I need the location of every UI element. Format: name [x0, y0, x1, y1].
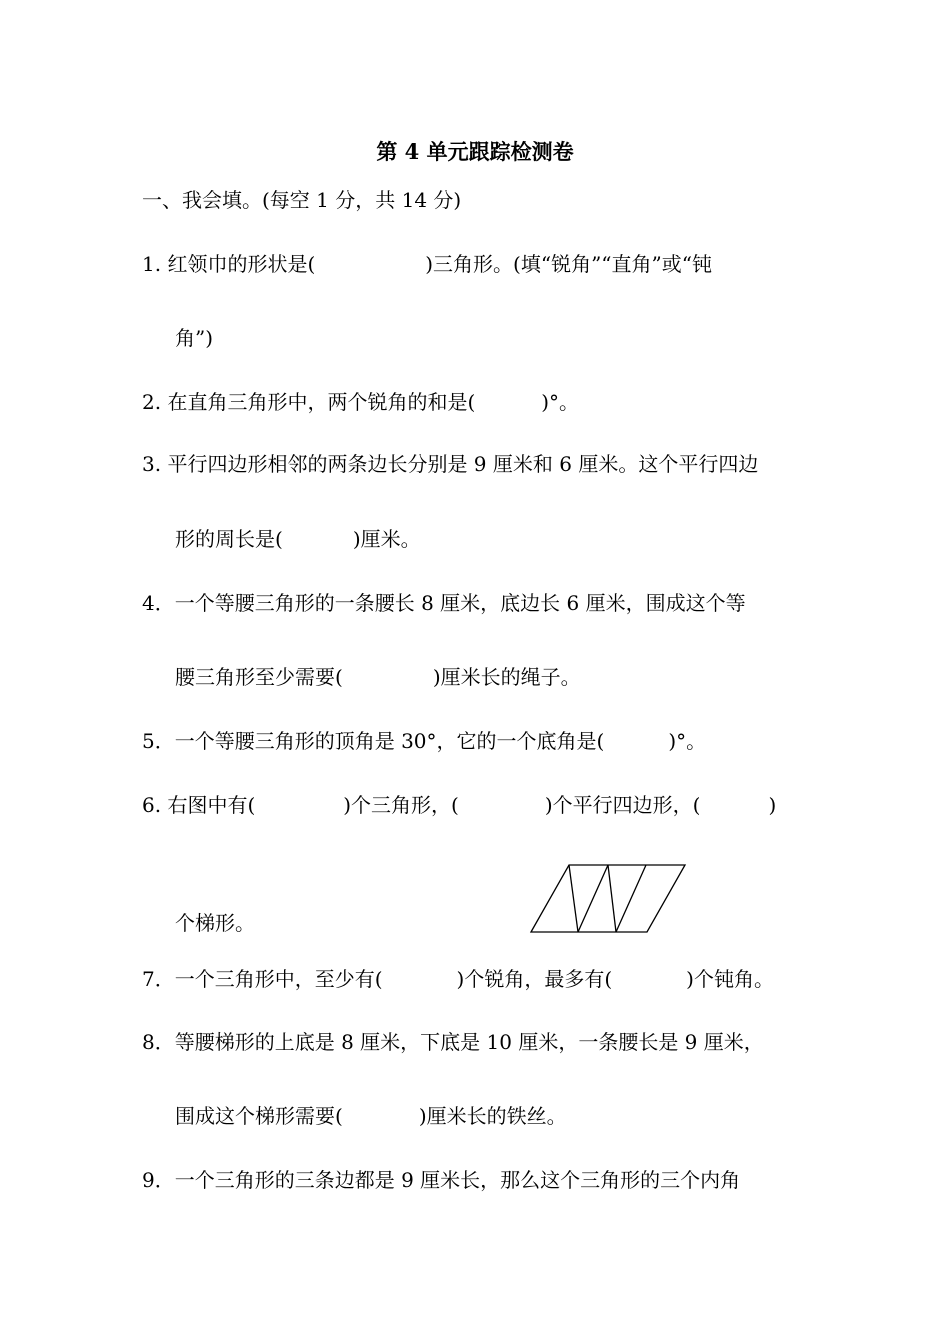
question-6-line-1	[142, 791, 776, 819]
question-4-line-2	[175, 663, 581, 691]
question-7-text-b: )个锐角，最多有(	[456, 967, 613, 991]
question-5-text-b: )°。	[668, 729, 707, 753]
question-7-text-a: 7．一个三角形中，至少有(	[142, 967, 383, 991]
question-8-line-2	[175, 1102, 567, 1130]
question-8-text-c: )厘米长的铁丝。	[418, 1104, 567, 1128]
figure-segment-4	[616, 865, 646, 932]
figure-segment-3	[608, 865, 616, 932]
question-1-text-a: 1. 红领巾的形状是(	[142, 252, 316, 276]
question-2-text-b: )°。	[541, 390, 580, 414]
question-6-text-b: )个三角形，(	[343, 793, 459, 817]
question-6-text-c: )个平行四边形，(	[544, 793, 701, 817]
question-8-text-b: 围成这个梯形需要(	[175, 1104, 343, 1128]
question-6-line-2: 个梯形。	[175, 911, 255, 935]
parallelogram-figure	[528, 862, 690, 936]
question-3-line-1: 3. 平行四边形相邻的两条边长分别是 9 厘米和 6 厘米。这个平行四边	[142, 452, 759, 476]
question-2	[142, 388, 579, 416]
question-9-line-1: 9．一个三角形的三条边都是 9 厘米长，那么这个三角形的三个内角	[142, 1168, 741, 1192]
question-1-text-b: )三角形。(填“锐角”“直角”或“钝	[425, 252, 712, 276]
figure-segment-2	[578, 865, 608, 932]
question-6-text-a: 6. 右图中有(	[142, 793, 256, 817]
question-3-line-2	[175, 525, 421, 553]
section-heading: 一、我会填。(每空 1 分，共 14 分)	[142, 188, 462, 212]
question-2-text-a: 2. 在直角三角形中，两个锐角的和是(	[142, 390, 476, 414]
figure-segment-1	[569, 865, 578, 932]
question-8-line-1: 8．等腰梯形的上底是 8 厘米，下底是 10 厘米，一条腰长是 9 厘米，	[142, 1030, 764, 1054]
question-4-line-1: 4．一个等腰三角形的一条腰长 8 厘米，底边长 6 厘米，围成这个等	[142, 591, 746, 615]
page-title: 第 4 单元跟踪检测卷	[376, 139, 574, 164]
question-7-text-c: )个钝角。	[686, 967, 774, 991]
question-1-line-2: 角”)	[175, 326, 214, 350]
question-4-text-b: 腰三角形至少需要(	[175, 665, 343, 689]
question-5	[142, 727, 706, 755]
question-6-text-d: )	[768, 793, 777, 817]
question-3-text-b: 形的周长是(	[175, 527, 283, 551]
question-1-line-1	[142, 250, 712, 278]
question-7	[142, 965, 774, 993]
question-5-text-a: 5．一个等腰三角形的顶角是 30°，它的一个底角是(	[142, 729, 605, 753]
question-4-text-c: )厘米长的绳子。	[432, 665, 581, 689]
figure-outer-parallelogram	[531, 865, 685, 932]
question-3-text-c: )厘米。	[352, 527, 421, 551]
